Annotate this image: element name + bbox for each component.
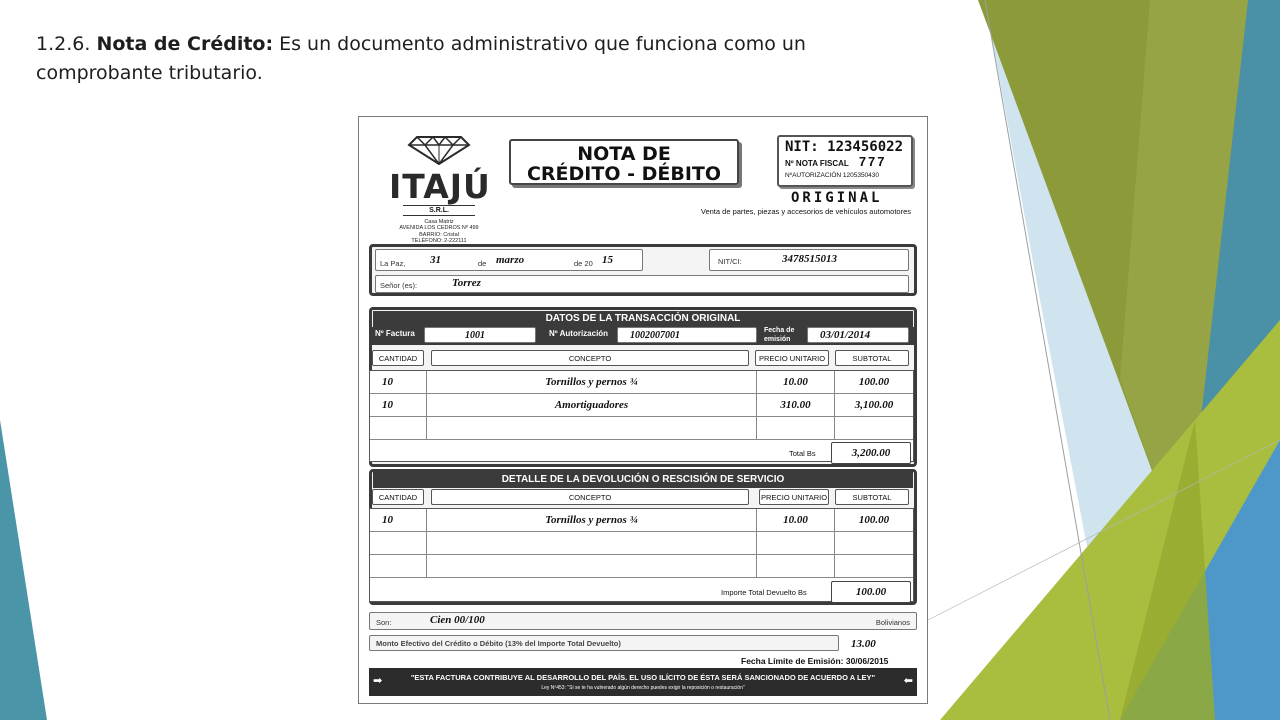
col-header-precio: PRECIO UNITARIO: [759, 489, 829, 505]
nit-ci-field: [709, 249, 909, 271]
autorizacion-field: [617, 327, 757, 343]
heading-text: Es un documento administrativo que funciona como un comprobante tributario.: [36, 33, 806, 84]
section-return-title: DETALLE DE LA DEVOLUCIÓN O RESCISIÓN DE SERVICIO: [373, 472, 913, 488]
table-row: [370, 394, 913, 417]
factura-field: [424, 327, 536, 343]
client-name-field: [375, 275, 909, 293]
cell-empty: [757, 555, 835, 578]
col-header-cantidad: CANTIDAD: [372, 489, 424, 505]
nota-fiscal-label: Nº NOTA FISCAL: [785, 159, 849, 168]
footer-law: Ley Nº453: "Si se te ha vulnerado algún derecho puedes exigir la reposición o restauración": [541, 685, 745, 691]
cell-precio: 10.00: [757, 371, 835, 394]
total-value: 3,200.00: [831, 442, 911, 464]
legal-footer: [369, 668, 917, 696]
cell-cantidad: 10: [370, 394, 427, 417]
cell-empty: [370, 555, 427, 578]
cell-empty: [427, 555, 757, 578]
de-year-label: de 20: [574, 259, 593, 268]
cell-cantidad: 10: [370, 509, 427, 532]
col-header-subtotal: SUBTOTAL: [835, 350, 909, 366]
cell-empty: [835, 532, 913, 555]
cell-concepto: Tornillos y pernos ¾: [427, 371, 757, 394]
heading-term: Nota de Crédito:: [96, 33, 274, 55]
client-label: Señor (es):: [380, 281, 418, 290]
place-label: La Paz,: [380, 259, 406, 268]
col-header-precio: PRECIO UNITARIO: [755, 350, 829, 366]
table-row-empty: [370, 417, 913, 440]
logo-line: BARRIO: Cristal: [419, 231, 459, 238]
arrow-left-icon: ⬅: [903, 675, 913, 687]
year-value: 15: [602, 254, 613, 266]
left-edge-shape: [0, 420, 47, 720]
section-original-title: DATOS DE LA TRANSACCIÓN ORIGINAL: [373, 311, 913, 327]
autorizacion-label: Nº Autorización: [549, 329, 609, 338]
importe-label: Importe Total Devuelto Bs: [721, 588, 807, 597]
cell-precio: 310.00: [757, 394, 835, 417]
cell-subtotal: 100.00: [858, 514, 890, 526]
cell-precio: 10.00: [757, 509, 835, 532]
nit-ci-label: NIT/CI:: [718, 257, 742, 266]
arrow-right-icon: ➡: [373, 675, 383, 687]
diamond-icon: [407, 135, 471, 165]
fecha-emision-label: [764, 326, 794, 344]
original-label: ORIGINAL: [791, 190, 883, 206]
fecha-limite: Fecha Límite de Emisión: 30/06/2015: [741, 656, 889, 666]
table-row-empty: [370, 532, 913, 555]
heading-number: 1.2.6.: [36, 33, 91, 55]
slide-heading: [36, 30, 936, 88]
cell-subtotal: 100.00: [858, 376, 890, 388]
cell-concepto: Amortiguadores: [427, 394, 757, 417]
credit-note-document: [358, 116, 928, 704]
monto-field: [369, 635, 839, 651]
logo-line: TELÉFONO: 2-222111: [411, 238, 467, 245]
nota-fiscal: [785, 155, 905, 171]
month-value: marzo: [496, 254, 525, 266]
cell-empty: [835, 417, 913, 440]
logo-line: AVENIDA LOS CEDROS Nº 499: [399, 225, 479, 232]
business-description: Venta de partes, piezas y accesorios de vehículos automotores: [700, 207, 911, 216]
son-value: Cien 00/100: [430, 614, 485, 626]
son-label: Son:: [376, 618, 392, 627]
cell-empty: [427, 417, 757, 440]
col-header-cantidad: CANTIDAD: [372, 350, 424, 366]
table-row: [370, 371, 913, 394]
fecha-label-line: emisión: [764, 336, 791, 343]
logo-word: ITAJÚ: [389, 167, 491, 206]
autorizacion-number: NºAUTORIZACIÓN 1205350430: [785, 172, 880, 179]
factura-value: 1001: [465, 330, 485, 341]
col-header-concepto: CONCEPTO: [431, 350, 749, 366]
cell-empty: [427, 532, 757, 555]
nit-ci-value: 3478515013: [782, 253, 837, 265]
cell-empty: [370, 532, 427, 555]
table-row: [370, 509, 913, 532]
cell-subtotal: 3,100.00: [854, 399, 894, 411]
total-label: Total Bs: [789, 449, 816, 458]
fecha-emision-value: 03/01/2014: [820, 329, 871, 341]
logo-srl: S.R.L.: [403, 205, 475, 216]
cell-concepto: Tornillos y pernos ¾: [427, 509, 757, 532]
company-logo: [389, 135, 489, 245]
bolivianos-label: Bolivianos: [875, 618, 910, 627]
logo-line: Casa Matriz: [424, 219, 454, 225]
autorizacion-value: 1002007001: [630, 330, 680, 341]
title-line-2: CRÉDITO - DÉBITO: [526, 163, 722, 185]
col-header-subtotal: SUBTOTAL: [835, 489, 909, 505]
date-field: [375, 249, 643, 271]
fecha-label-line: Fecha de: [764, 327, 795, 334]
amount-in-words-field: [369, 612, 917, 630]
col-header-concepto: CONCEPTO: [431, 489, 749, 505]
cell-cantidad: 10: [370, 371, 427, 394]
factura-label-text: Nº Factura: [375, 329, 415, 338]
document-title: [509, 139, 739, 185]
nit-box: [777, 135, 913, 187]
cell-empty: [757, 417, 835, 440]
nota-fiscal-value: 777: [858, 154, 887, 169]
fecha-emision-field: [807, 327, 909, 343]
cell-empty: [757, 532, 835, 555]
footer-legend: "ESTA FACTURA CONTRIBUYE AL DESARROLLO DEL PAÍS. EL USO ILÍCITO DE ÉSTA SERÁ SANCIONADO DE ACUERDO A LEY": [410, 673, 876, 682]
table-row-empty: [370, 555, 913, 578]
day-value: 31: [430, 254, 441, 266]
cell-empty: [835, 555, 913, 578]
client-value: Torrez: [452, 277, 481, 289]
importe-value: 100.00: [831, 581, 911, 603]
monto-value: 13.00: [851, 638, 876, 650]
cell-empty: [370, 417, 427, 440]
de-label: de: [478, 259, 487, 268]
title-line-1: NOTA DE: [577, 143, 671, 165]
monto-label: Monto Efectivo del Crédito o Débito (13% del Importe Total Devuelto): [376, 639, 621, 648]
nit-number: NIT: 123456022: [785, 139, 904, 155]
